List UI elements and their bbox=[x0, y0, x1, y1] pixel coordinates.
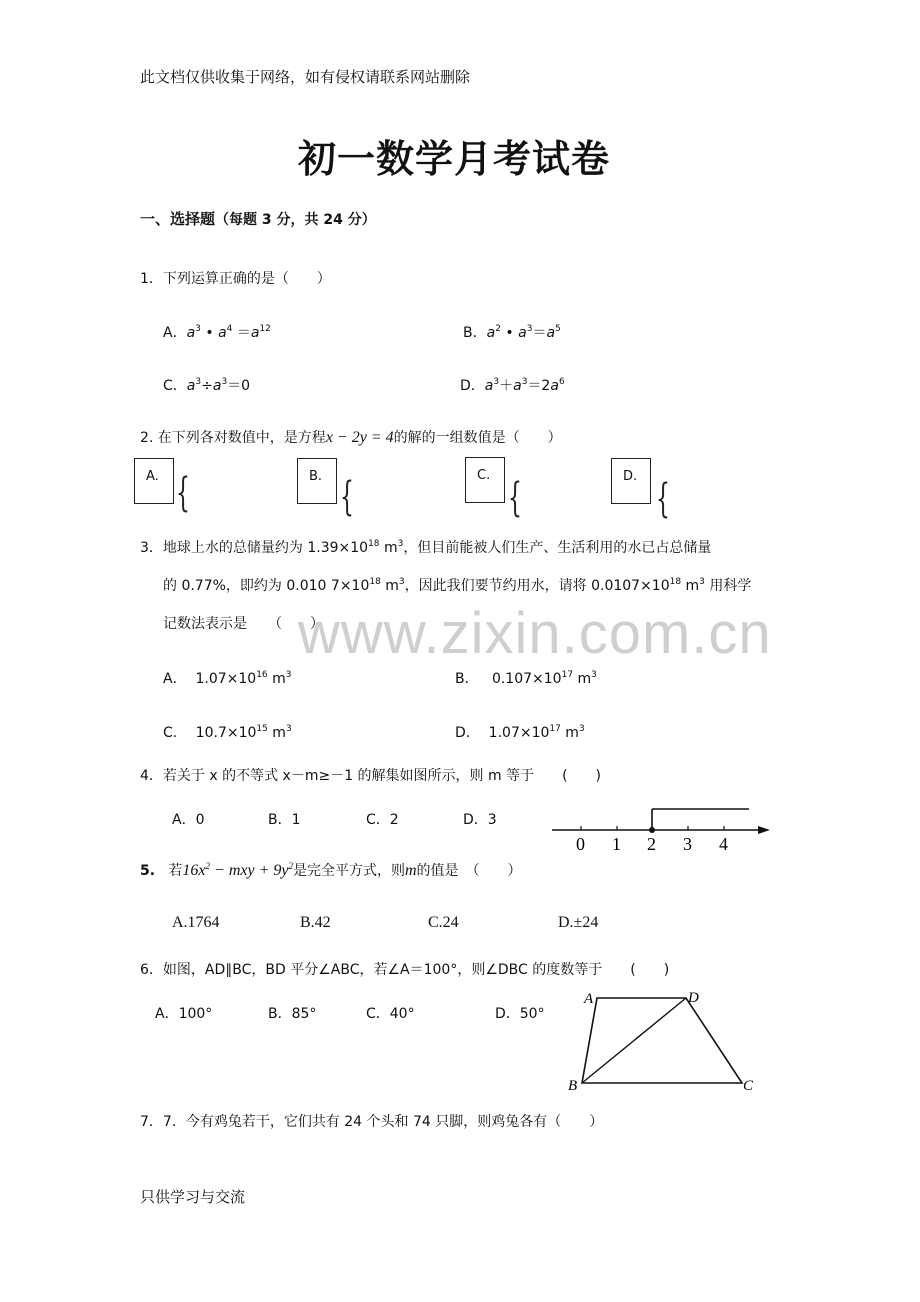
tick-label-3: 3 bbox=[683, 834, 692, 854]
watermark: www.zixin.com.cn bbox=[298, 601, 772, 666]
q2-equation: x − 2y = 4 bbox=[325, 429, 394, 446]
q4-option-c: C．2 bbox=[366, 812, 399, 828]
q6-option-d: D．50° bbox=[495, 1006, 545, 1022]
q3-option-c: C． $10.7\times 10^{15}$ $m^3$ bbox=[163, 724, 292, 741]
vertex-label-c: C bbox=[743, 1078, 754, 1094]
q4-option-a: A．0 bbox=[172, 812, 205, 828]
closed-endpoint bbox=[649, 827, 655, 833]
q5-option-c: C.24 bbox=[428, 914, 459, 931]
q7-stem: 7．7．今有鸡兔若干，它们共有 24 个头和 74 只脚，则鸡兔各有（ ） bbox=[140, 1114, 604, 1130]
q3-line1: 3．地球上水的总储量约为 $1.39\times 10^{18}$ $m^3$，但目前能被人们生产、生活利用的水已占总储量 bbox=[140, 539, 712, 556]
header-note: 此文档仅供收集于网络，如有侵权请联系网站删除 bbox=[140, 68, 471, 86]
q6-option-b: B．85° bbox=[268, 1006, 317, 1022]
q5-option-b: B.42 bbox=[300, 914, 331, 931]
q6-stem: 6．如图，AD∥BC，BD 平分∠ABC，若∠A＝100°，则∠DBC 的度数等于 ( ) bbox=[140, 962, 670, 978]
footer-note: 只供学习与交流 bbox=[140, 1188, 246, 1206]
tick-label-1: 1 bbox=[612, 834, 621, 854]
page-title: 初一数学月考试卷 bbox=[298, 136, 611, 181]
tick-label-4: 4 bbox=[719, 834, 728, 854]
q1-stem: 1．下列运算正确的是（ ） bbox=[140, 271, 331, 287]
tick-label-0: 0 bbox=[576, 834, 585, 854]
q2-option-d-box: D. bbox=[611, 458, 651, 504]
q3-option-d: D． $1.07\times 10^{17}$ $m^3$ bbox=[455, 724, 585, 741]
q2-option-a-box: A. bbox=[134, 458, 174, 504]
q3-line2: 的 0.77%，即约为 0.010 $7\times 10^{18}$ $m^3$，因此我们要节约用水，请将 $0.0107\times 10^{18}$ $m^3$ 用科学 bbox=[163, 577, 752, 594]
tick-label-2: 2 bbox=[647, 834, 656, 854]
q6-option-c: C．40° bbox=[366, 1006, 415, 1022]
q5-option-d: D.±24 bbox=[558, 914, 599, 931]
brace-icon: { bbox=[340, 474, 354, 520]
section-heading-note: （每题 3 分，共 24 分） bbox=[215, 212, 376, 228]
vertex-label-d: D bbox=[688, 990, 699, 1006]
trapezoid-figure bbox=[566, 986, 766, 1098]
q1-option-d: D．$a^3+a^3=2a^6$ bbox=[460, 377, 565, 394]
vertex-label-a: A bbox=[584, 991, 594, 1007]
q1-option-a: A．$a^3$ • $a^4 =a^{12}$ bbox=[163, 324, 271, 341]
section-heading bbox=[140, 208, 376, 229]
q3-line3: 记数法表示是 （ ） bbox=[163, 616, 324, 632]
brace-icon: { bbox=[508, 475, 522, 521]
diagonal-bd bbox=[582, 998, 686, 1083]
q1-option-c: C．$a^3\div a^3=0$ bbox=[163, 377, 251, 394]
trapezoid-abcd bbox=[582, 998, 742, 1083]
vertex-label-b: B bbox=[568, 1078, 578, 1094]
q4-stem: 4．若关于 x 的不等式 x－m≥－1 的解集如图所示，则 m 等于 ( ) bbox=[140, 768, 602, 784]
number-line-figure bbox=[548, 800, 773, 856]
q2-option-c-box: C. bbox=[465, 457, 505, 503]
q1-option-b: B．$a^2$ • $a^3=a^5$ bbox=[463, 324, 561, 341]
q2-option-b-box: B. bbox=[297, 458, 337, 504]
q6-option-a: A．100° bbox=[155, 1006, 213, 1022]
arrow-icon bbox=[758, 826, 770, 834]
q4-option-b: B．1 bbox=[268, 812, 301, 828]
section-heading-label: 一、选择题 bbox=[140, 210, 216, 228]
brace-icon: { bbox=[176, 470, 190, 516]
q5-option-a: A.1764 bbox=[172, 914, 220, 931]
brace-icon: { bbox=[656, 476, 670, 522]
q3-option-b: B． $0.107\times 10^{17}$ $m^3$ bbox=[455, 670, 597, 687]
q5-stem: 5. 若$16x^2$ − mxy + $9y^2$是完全平方式，则m的值是 （ ） bbox=[140, 861, 522, 879]
q2-stem: 2. 在下列各对数值中，是方程x − 2y = 4的解的一组数值是（ ） bbox=[140, 429, 562, 446]
q4-option-d: D．3 bbox=[463, 812, 497, 828]
q3-option-a: A． $1.07\times 10^{16}$ $m^3$ bbox=[163, 670, 292, 687]
